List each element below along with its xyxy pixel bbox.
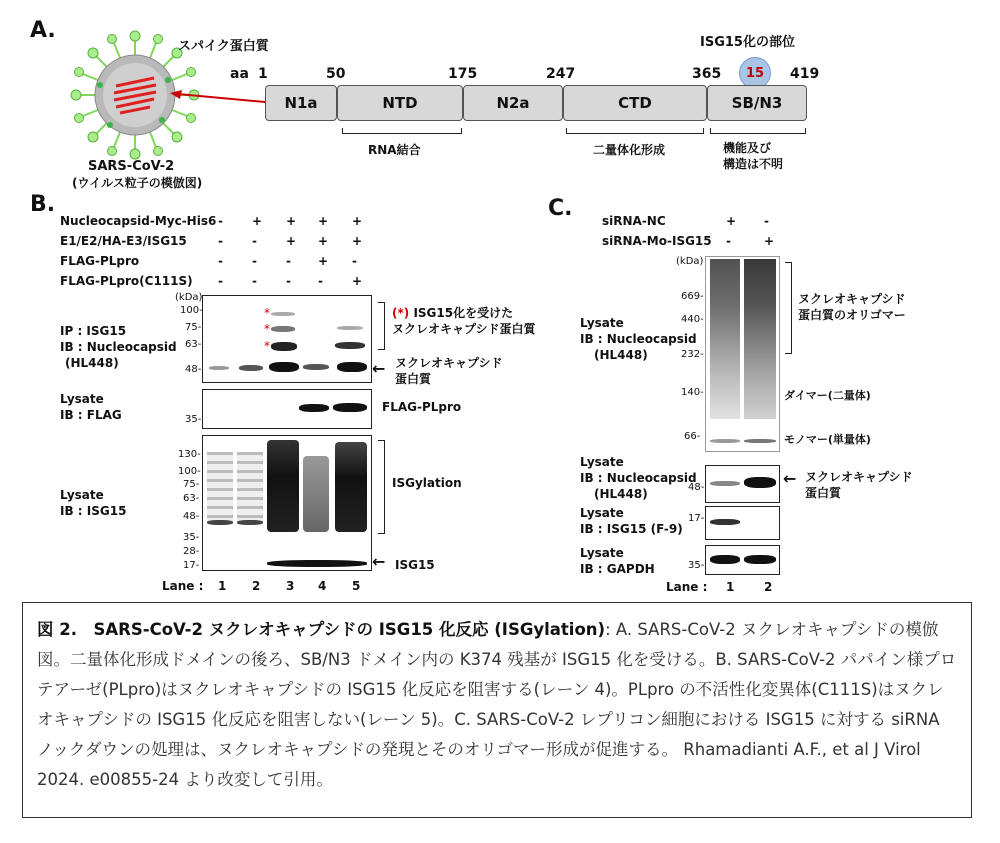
marker: 100- [180, 305, 203, 316]
sign: + [286, 234, 297, 248]
c-nucleocapsid-label: 蛋白質 [805, 486, 842, 500]
marker: 232- [681, 349, 704, 360]
figure-caption [22, 602, 972, 818]
caption-title: 図 2. SARS-CoV-2 ヌクレオキャプシドの ISG15 化反応 (ISGylation) [37, 620, 606, 639]
cond-plpro-c111s: FLAG-PLpro(C111S) [60, 274, 193, 288]
isgylation-bracket [378, 440, 385, 534]
isgylated-label-1: (*) ISG15化を受けた [392, 306, 514, 320]
marker: 35- [183, 532, 200, 543]
lane-number: 2 [764, 580, 773, 594]
c-nucleocapsid-label: ヌクレオキャプシド [805, 470, 913, 484]
marker: 35- [185, 414, 202, 425]
sign: - [252, 254, 257, 268]
sign: - [218, 254, 223, 268]
isg15-badge: 15 [739, 57, 771, 89]
arrow-left-icon: ← [372, 359, 386, 378]
monomer-label: モノマー(単量体) [784, 433, 871, 446]
star-mark: * [264, 322, 270, 336]
oligomer-label: 蛋白質のオリゴマー [798, 308, 906, 322]
cond-nucleocapsid: Nucleocapsid-Myc-His6 [60, 214, 217, 228]
sign: + [352, 274, 363, 288]
lane-number: 2 [252, 579, 261, 593]
marker: 140- [681, 387, 704, 398]
panel-a-label: A. [30, 18, 56, 43]
marker: 75- [185, 322, 202, 333]
isgylation-label: ISGylation [392, 476, 462, 490]
cond-sirna-isg15: siRNA-Mo-ISG15 [602, 234, 712, 248]
virus-name: SARS-CoV-2 [88, 159, 175, 174]
sign: - [252, 234, 257, 248]
marker: 48- [183, 511, 200, 522]
pos-175: 175 [448, 66, 478, 82]
blot-oligomer [705, 256, 780, 452]
blot-ip-isg15 [202, 295, 372, 383]
star-mark: * [264, 339, 270, 353]
marker: 17- [688, 513, 705, 524]
cond-plpro: FLAG-PLpro [60, 254, 140, 268]
c-blot2-left-label: IB : Nucleocapsid [580, 471, 697, 485]
marker: 440- [681, 314, 704, 325]
rna-binding-label: RNA結合 [368, 143, 421, 157]
marker: 130- [178, 449, 201, 460]
panel-c-label: C. [548, 196, 573, 221]
unknown-label-2: 構造は不明 [723, 157, 784, 171]
blot-flag [202, 389, 372, 429]
sign: + [252, 214, 263, 228]
domain-ctd: CTD [563, 85, 707, 121]
c-blot1-left-label: Lysate [580, 316, 624, 330]
lane-number: 1 [726, 580, 735, 594]
marker: 669- [681, 291, 704, 302]
kda-label-b: (kDa) [175, 292, 203, 303]
unknown-label-1: 機能及び [723, 141, 772, 155]
sign: + [318, 214, 329, 228]
c-blot2-left-label: Lysate [580, 455, 624, 469]
marker: 48- [185, 364, 202, 375]
blot3-left-label: IB : ISG15 [60, 504, 127, 518]
panel-b-label: B. [30, 192, 56, 217]
sign: - [218, 274, 223, 288]
sign: + [318, 254, 329, 268]
cond-e1e2e3: E1/E2/HA-E3/ISG15 [60, 234, 187, 248]
dimer-bracket [566, 128, 704, 134]
domain-sb-n3: SB/N3 [707, 85, 807, 121]
pos-419: 419 [790, 66, 820, 82]
domain-ntd: NTD [337, 85, 463, 121]
sign: - [286, 254, 291, 268]
pos-50: 50 [326, 66, 346, 82]
lane-number: 3 [286, 579, 295, 593]
blot1-left-label: (HL448) [65, 356, 119, 370]
marker: 17- [183, 560, 200, 571]
cond-sirna-nc: siRNA-NC [602, 214, 666, 228]
virus-subtitle: (ウイルス粒子の模倣図) [72, 176, 203, 190]
c-blot1-left-label: (HL448) [594, 348, 648, 362]
marker: 28- [183, 546, 200, 557]
star-mark: * [264, 306, 270, 320]
blot2-left-label: IB : FLAG [60, 408, 122, 422]
marker: 48- [688, 482, 705, 493]
c-blot2-left-label: (HL448) [594, 487, 648, 501]
dimer-label: ダイマー(二量体) [784, 389, 871, 402]
isg15-label: ISG15 [395, 558, 435, 572]
kda-label-c: (kDa) [676, 256, 704, 267]
c-blot4-left-label: Lysate [580, 546, 624, 560]
c-blot3-left-label: IB : ISG15 (F-9) [580, 522, 683, 536]
lane-number: 4 [318, 579, 327, 593]
isg-site-label: ISG15化の部位 [700, 35, 795, 50]
lane-number: 1 [218, 579, 227, 593]
sign: - [218, 234, 223, 248]
nucleocapsid-label: 蛋白質 [395, 372, 432, 386]
sign: - [286, 274, 291, 288]
isgylated-bracket [378, 302, 385, 350]
unknown-bracket [710, 128, 806, 134]
marker: 35- [688, 560, 705, 571]
sign: + [286, 214, 297, 228]
marker: 100- [178, 466, 201, 477]
oligomer-bracket [785, 262, 792, 354]
pos-247: 247 [546, 66, 576, 82]
sign: - [764, 214, 769, 228]
nucleocapsid-label: ヌクレオキャプシド [395, 356, 503, 370]
lane-number: 5 [352, 579, 361, 593]
lane-label-c: Lane : [666, 580, 708, 594]
rna-bracket [342, 128, 462, 134]
dimerization-label: 二量体化形成 [593, 143, 666, 157]
blot3-left-label: Lysate [60, 488, 104, 502]
c-blot3-left-label: Lysate [580, 506, 624, 520]
blot-gapdh [705, 545, 780, 575]
sign: - [726, 234, 731, 248]
c-blot1-left-label: IB : Nucleocapsid [580, 332, 697, 346]
domain-n2a: N2a [463, 85, 563, 121]
aa-prefix: aa [230, 66, 249, 82]
c-blot4-left-label: IB : GAPDH [580, 562, 655, 576]
blot-nucleocapsid-c [705, 465, 780, 503]
marker: 63- [185, 339, 202, 350]
sign: + [764, 234, 775, 248]
marker: 63- [183, 493, 200, 504]
sign: - [218, 214, 223, 228]
sign: - [352, 254, 357, 268]
sign: + [726, 214, 737, 228]
caption-body: : A. SARS-CoV-2 ヌクレオキャプシドの模倣図。二量体化形成ドメインの後ろ、SB/N3 ドメイン内の K374 残基が ISG15 化を受ける。B. SARS-CoV-2 パパイン様プロテアーゼ(PLpro)はヌクレオキャプシドの ISG15 化反応を阻害する(レーン 4)。PLpro の不活性化変異体(C111S)はヌクレオキャプシドの ISG15 化反応を阻害しない(レーン 5)。C. SARS-CoV-2 レプリコン細胞における ISG15 に対する siRNA ノックダウンの処理は、ヌクレオキャプシドの発現とそのオリゴマー形成が促進する。 Rhamadianti A.F., et al J Virol 2024. e00855-24 より改変して引用。 [37, 620, 957, 789]
marker: 66- [684, 431, 701, 442]
sign: + [352, 214, 363, 228]
domain-n1a: N1a [265, 85, 337, 121]
lane-label-b: Lane : [162, 579, 204, 593]
blot-isg15-f9 [705, 506, 780, 540]
oligomer-label: ヌクレオキャプシド [798, 292, 906, 306]
sign: + [352, 234, 363, 248]
flag-plpro-label: FLAG-PLpro [382, 400, 462, 414]
sign: + [318, 234, 329, 248]
pos-365: 365 [692, 66, 722, 82]
blot-isg15 [202, 435, 372, 571]
red-arrow [160, 90, 270, 110]
arrow-left-icon: ← [783, 469, 797, 488]
arrow-left-icon: ← [372, 552, 386, 571]
marker: 75- [183, 479, 200, 490]
blot1-left-label: IP : ISG15 [60, 324, 127, 338]
sign: - [252, 274, 257, 288]
blot1-left-label: IB : Nucleocapsid [60, 340, 177, 354]
sign: - [318, 274, 323, 288]
spike-protein-label: スパイク蛋白質 [178, 39, 269, 54]
blot2-left-label: Lysate [60, 392, 104, 406]
pos-1: 1 [258, 66, 268, 82]
isgylated-label-2: ヌクレオキャプシド蛋白質 [392, 322, 536, 336]
